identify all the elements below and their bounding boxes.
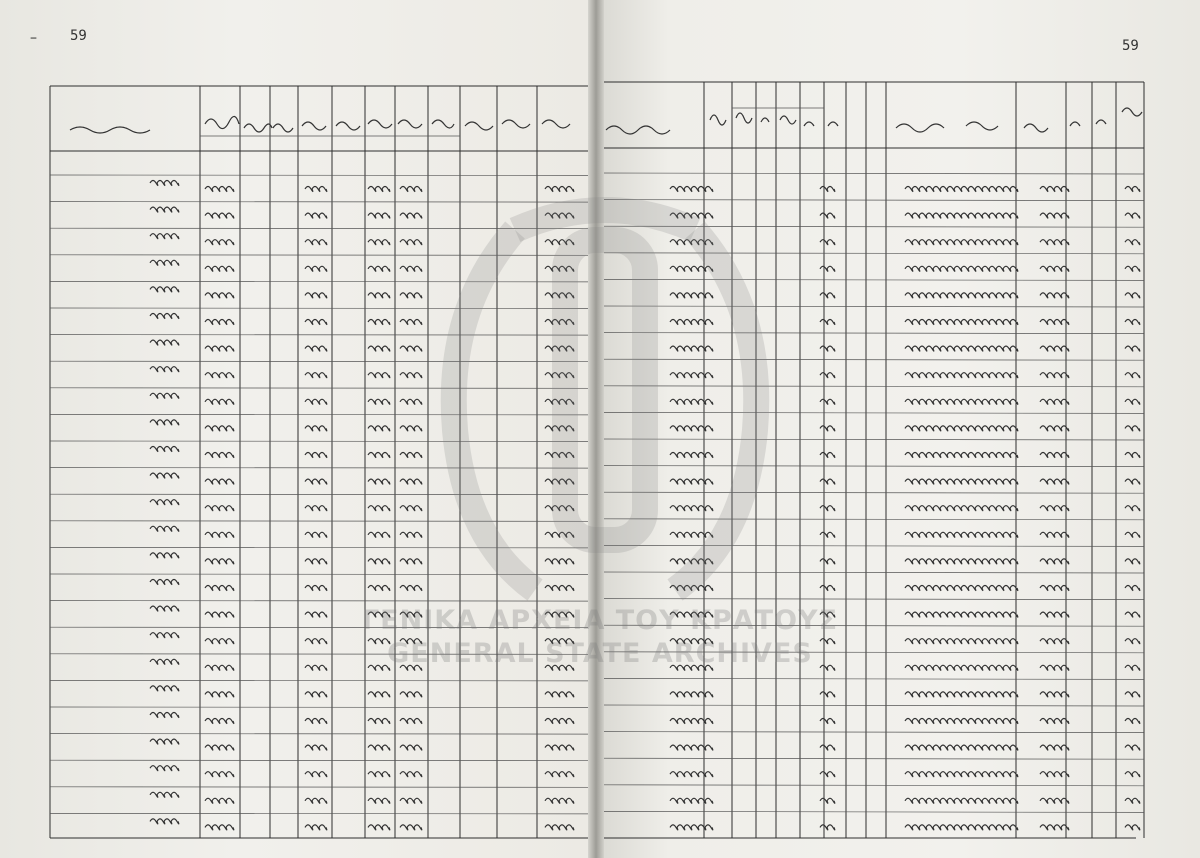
type-entry-stroke — [820, 772, 835, 777]
amount-entry-stroke — [205, 825, 234, 830]
serial-entry-stroke — [1125, 665, 1140, 670]
remarks-entry-stroke — [150, 633, 179, 638]
status-entry-stroke — [545, 798, 574, 803]
figure-entry-stroke — [305, 559, 327, 564]
name-entry-stroke — [905, 320, 1018, 325]
number-entry-stroke — [1040, 665, 1069, 670]
amount-entry-stroke — [205, 213, 234, 218]
serial-entry-stroke — [1125, 639, 1140, 644]
figure-entry-stroke — [400, 745, 422, 750]
name-entry-stroke — [905, 213, 1018, 218]
figure-entry-stroke — [368, 825, 390, 830]
name-entry-stroke — [905, 559, 1018, 564]
remarks-entry-stroke — [150, 420, 179, 425]
figure-entry-stroke — [305, 266, 327, 271]
serial-entry-stroke — [1125, 320, 1140, 325]
figure-entry-stroke — [368, 586, 390, 591]
type-entry-stroke — [820, 187, 835, 192]
amount-entry-stroke — [205, 293, 234, 298]
name-entry-stroke — [905, 187, 1018, 192]
serial-entry-stroke — [1125, 240, 1140, 245]
number-entry-stroke — [1040, 612, 1069, 617]
figure-entry-stroke — [305, 479, 327, 484]
amount-entry-stroke — [205, 532, 234, 537]
number-entry-stroke — [1040, 532, 1069, 537]
figure-entry-stroke — [305, 772, 327, 777]
figure-entry-stroke — [305, 240, 327, 245]
serial-entry-stroke — [1125, 293, 1140, 298]
name-entry-stroke — [905, 479, 1018, 484]
remarks-entry-stroke — [150, 792, 179, 797]
figure-entry-stroke — [368, 346, 390, 351]
figure-entry-stroke — [368, 745, 390, 750]
number-entry-stroke — [1040, 692, 1069, 697]
figure-entry-stroke — [368, 240, 390, 245]
remarks-entry-stroke — [150, 819, 179, 824]
amount-entry-stroke — [205, 798, 234, 803]
watermark-english: GENERAL STATE ARCHIVES — [387, 638, 813, 669]
remarks-entry-stroke — [150, 393, 179, 398]
type-entry-stroke — [820, 532, 835, 537]
serial-entry-stroke — [1125, 506, 1140, 511]
figure-entry-stroke — [368, 479, 390, 484]
figure-entry-stroke — [368, 453, 390, 458]
type-entry-stroke — [820, 479, 835, 484]
amount-entry-stroke — [205, 266, 234, 271]
serial-entry-stroke — [1125, 213, 1140, 218]
type-entry-stroke — [820, 399, 835, 404]
figure-entry-stroke — [368, 293, 390, 298]
amount-entry-stroke — [205, 320, 234, 325]
number-entry-stroke — [1040, 346, 1069, 351]
number-entry-stroke — [1040, 719, 1069, 724]
figure-entry-stroke — [305, 213, 327, 218]
serial-entry-stroke — [1125, 559, 1140, 564]
figure-entry-stroke — [368, 692, 390, 697]
name-entry-stroke — [905, 692, 1018, 697]
amount-entry-stroke — [205, 639, 234, 644]
number-entry-stroke — [1040, 559, 1069, 564]
figure-entry-stroke — [368, 559, 390, 564]
remarks-entry-stroke — [150, 473, 179, 478]
name-entry-stroke — [905, 665, 1018, 670]
figure-entry-stroke — [305, 586, 327, 591]
name-entry-stroke — [905, 426, 1018, 431]
serial-entry-stroke — [1125, 426, 1140, 431]
type-entry-stroke — [820, 559, 835, 564]
type-entry-stroke — [820, 373, 835, 378]
name-entry-stroke — [905, 798, 1018, 803]
amount-entry-stroke — [205, 479, 234, 484]
figure-entry-stroke — [400, 719, 422, 724]
description-entry-stroke — [670, 825, 713, 830]
serial-entry-stroke — [1125, 798, 1140, 803]
remarks-entry-stroke — [150, 659, 179, 664]
remarks-entry-stroke — [150, 260, 179, 265]
figure-entry-stroke — [400, 825, 422, 830]
figure-entry-stroke — [305, 373, 327, 378]
amount-entry-stroke — [205, 240, 234, 245]
serial-entry-stroke — [1125, 373, 1140, 378]
description-entry-stroke — [670, 745, 713, 750]
remarks-entry-stroke — [150, 686, 179, 691]
name-entry-stroke — [905, 399, 1018, 404]
figure-entry-stroke — [368, 798, 390, 803]
figure-entry-stroke — [368, 187, 390, 192]
remarks-entry-stroke — [150, 340, 179, 345]
name-entry-stroke — [905, 772, 1018, 777]
status-entry-stroke — [545, 745, 574, 750]
amount-entry-stroke — [205, 559, 234, 564]
figure-entry-stroke — [305, 692, 327, 697]
status-entry-stroke — [545, 692, 574, 697]
remarks-entry-stroke — [150, 580, 179, 585]
watermark-greek: ΓΕΝΙΚΑ ΑΡΧΕΙΑ ΤΟΥ ΚΡΑΤΟΥΣ — [361, 605, 839, 636]
remarks-entry-stroke — [150, 526, 179, 531]
figure-entry-stroke — [305, 320, 327, 325]
type-entry-stroke — [820, 293, 835, 298]
type-entry-stroke — [820, 426, 835, 431]
figure-entry-stroke — [368, 426, 390, 431]
remarks-entry-stroke — [150, 181, 179, 186]
number-entry-stroke — [1040, 426, 1069, 431]
serial-entry-stroke — [1125, 692, 1140, 697]
type-entry-stroke — [820, 240, 835, 245]
status-entry-stroke — [545, 719, 574, 724]
figure-entry-stroke — [305, 745, 327, 750]
figure-entry-stroke — [368, 213, 390, 218]
amount-entry-stroke — [205, 187, 234, 192]
archive-watermark — [300, 605, 900, 669]
description-entry-stroke — [670, 719, 713, 724]
type-entry-stroke — [820, 586, 835, 591]
name-entry-stroke — [905, 293, 1018, 298]
number-entry-stroke — [1040, 586, 1069, 591]
figure-entry-stroke — [368, 772, 390, 777]
figure-entry-stroke — [305, 346, 327, 351]
serial-entry-stroke — [1125, 745, 1140, 750]
name-entry-stroke — [905, 532, 1018, 537]
figure-entry-stroke — [305, 293, 327, 298]
number-entry-stroke — [1040, 639, 1069, 644]
figure-entry-stroke — [305, 187, 327, 192]
figure-entry-stroke — [400, 772, 422, 777]
remarks-entry-stroke — [150, 766, 179, 771]
right-page-number: 59 — [1122, 38, 1139, 54]
amount-entry-stroke — [205, 586, 234, 591]
figure-entry-stroke — [305, 453, 327, 458]
serial-entry-stroke — [1125, 772, 1140, 777]
remarks-entry-stroke — [150, 234, 179, 239]
serial-entry-stroke — [1125, 266, 1140, 271]
remarks-entry-stroke — [150, 207, 179, 212]
left-page-number: 59 — [70, 28, 87, 44]
name-entry-stroke — [905, 346, 1018, 351]
figure-entry-stroke — [400, 692, 422, 697]
name-entry-stroke — [905, 745, 1018, 750]
number-entry-stroke — [1040, 825, 1069, 830]
name-entry-stroke — [905, 240, 1018, 245]
figure-entry-stroke — [368, 399, 390, 404]
name-entry-stroke — [905, 719, 1018, 724]
serial-entry-stroke — [1125, 479, 1140, 484]
name-entry-stroke — [905, 373, 1018, 378]
remarks-entry-stroke — [150, 739, 179, 744]
number-entry-stroke — [1040, 293, 1069, 298]
figure-entry-stroke — [305, 532, 327, 537]
number-entry-stroke — [1040, 453, 1069, 458]
type-entry-stroke — [820, 825, 835, 830]
remarks-entry-stroke — [150, 606, 179, 611]
serial-entry-stroke — [1125, 399, 1140, 404]
description-entry-stroke — [670, 692, 713, 697]
type-entry-stroke — [820, 213, 835, 218]
number-entry-stroke — [1040, 479, 1069, 484]
remarks-entry-stroke — [150, 314, 179, 319]
figure-entry-stroke — [305, 719, 327, 724]
name-entry-stroke — [905, 453, 1018, 458]
serial-entry-stroke — [1125, 719, 1140, 724]
amount-entry-stroke — [205, 426, 234, 431]
amount-entry-stroke — [205, 665, 234, 670]
amount-entry-stroke — [205, 719, 234, 724]
figure-entry-stroke — [305, 399, 327, 404]
status-entry-stroke — [545, 825, 574, 830]
figure-entry-stroke — [368, 506, 390, 511]
figure-entry-stroke — [305, 426, 327, 431]
number-entry-stroke — [1040, 187, 1069, 192]
serial-entry-stroke — [1125, 453, 1140, 458]
amount-entry-stroke — [205, 612, 234, 617]
remarks-entry-stroke — [150, 713, 179, 718]
figure-entry-stroke — [305, 798, 327, 803]
amount-entry-stroke — [205, 346, 234, 351]
name-entry-stroke — [905, 612, 1018, 617]
number-entry-stroke — [1040, 399, 1069, 404]
serial-entry-stroke — [1125, 532, 1140, 537]
amount-entry-stroke — [205, 745, 234, 750]
remarks-entry-stroke — [150, 500, 179, 505]
serial-entry-stroke — [1125, 825, 1140, 830]
serial-entry-stroke — [1125, 187, 1140, 192]
number-entry-stroke — [1040, 373, 1069, 378]
number-entry-stroke — [1040, 745, 1069, 750]
remarks-entry-stroke — [150, 367, 179, 372]
type-entry-stroke — [820, 320, 835, 325]
figure-entry-stroke — [305, 506, 327, 511]
number-entry-stroke — [1040, 798, 1069, 803]
figure-entry-stroke — [305, 825, 327, 830]
figure-entry-stroke — [368, 532, 390, 537]
serial-entry-stroke — [1125, 612, 1140, 617]
figure-entry-stroke — [368, 266, 390, 271]
number-entry-stroke — [1040, 506, 1069, 511]
amount-entry-stroke — [205, 772, 234, 777]
status-entry-stroke — [545, 772, 574, 777]
description-entry-stroke — [670, 772, 713, 777]
archive-emblem-icon — [395, 170, 815, 630]
name-entry-stroke — [905, 266, 1018, 271]
figure-entry-stroke — [368, 373, 390, 378]
figure-entry-stroke — [368, 719, 390, 724]
amount-entry-stroke — [205, 506, 234, 511]
type-entry-stroke — [820, 506, 835, 511]
name-entry-stroke — [905, 586, 1018, 591]
number-entry-stroke — [1040, 240, 1069, 245]
name-entry-stroke — [905, 639, 1018, 644]
amount-entry-stroke — [205, 399, 234, 404]
remarks-entry-stroke — [150, 553, 179, 558]
amount-entry-stroke — [205, 373, 234, 378]
number-entry-stroke — [1040, 772, 1069, 777]
serial-entry-stroke — [1125, 586, 1140, 591]
number-entry-stroke — [1040, 320, 1069, 325]
figure-entry-stroke — [368, 320, 390, 325]
remarks-entry-stroke — [150, 447, 179, 452]
number-entry-stroke — [1040, 213, 1069, 218]
number-entry-stroke — [1040, 266, 1069, 271]
amount-entry-stroke — [205, 692, 234, 697]
type-entry-stroke — [820, 346, 835, 351]
type-entry-stroke — [820, 266, 835, 271]
figure-entry-stroke — [400, 798, 422, 803]
name-entry-stroke — [905, 825, 1018, 830]
type-entry-stroke — [820, 745, 835, 750]
type-entry-stroke — [820, 692, 835, 697]
margin-mark: – — [30, 30, 37, 46]
remarks-entry-stroke — [150, 287, 179, 292]
description-entry-stroke — [670, 798, 713, 803]
amount-entry-stroke — [205, 453, 234, 458]
type-entry-stroke — [820, 719, 835, 724]
type-entry-stroke — [820, 798, 835, 803]
name-entry-stroke — [905, 506, 1018, 511]
type-entry-stroke — [820, 453, 835, 458]
serial-entry-stroke — [1125, 346, 1140, 351]
